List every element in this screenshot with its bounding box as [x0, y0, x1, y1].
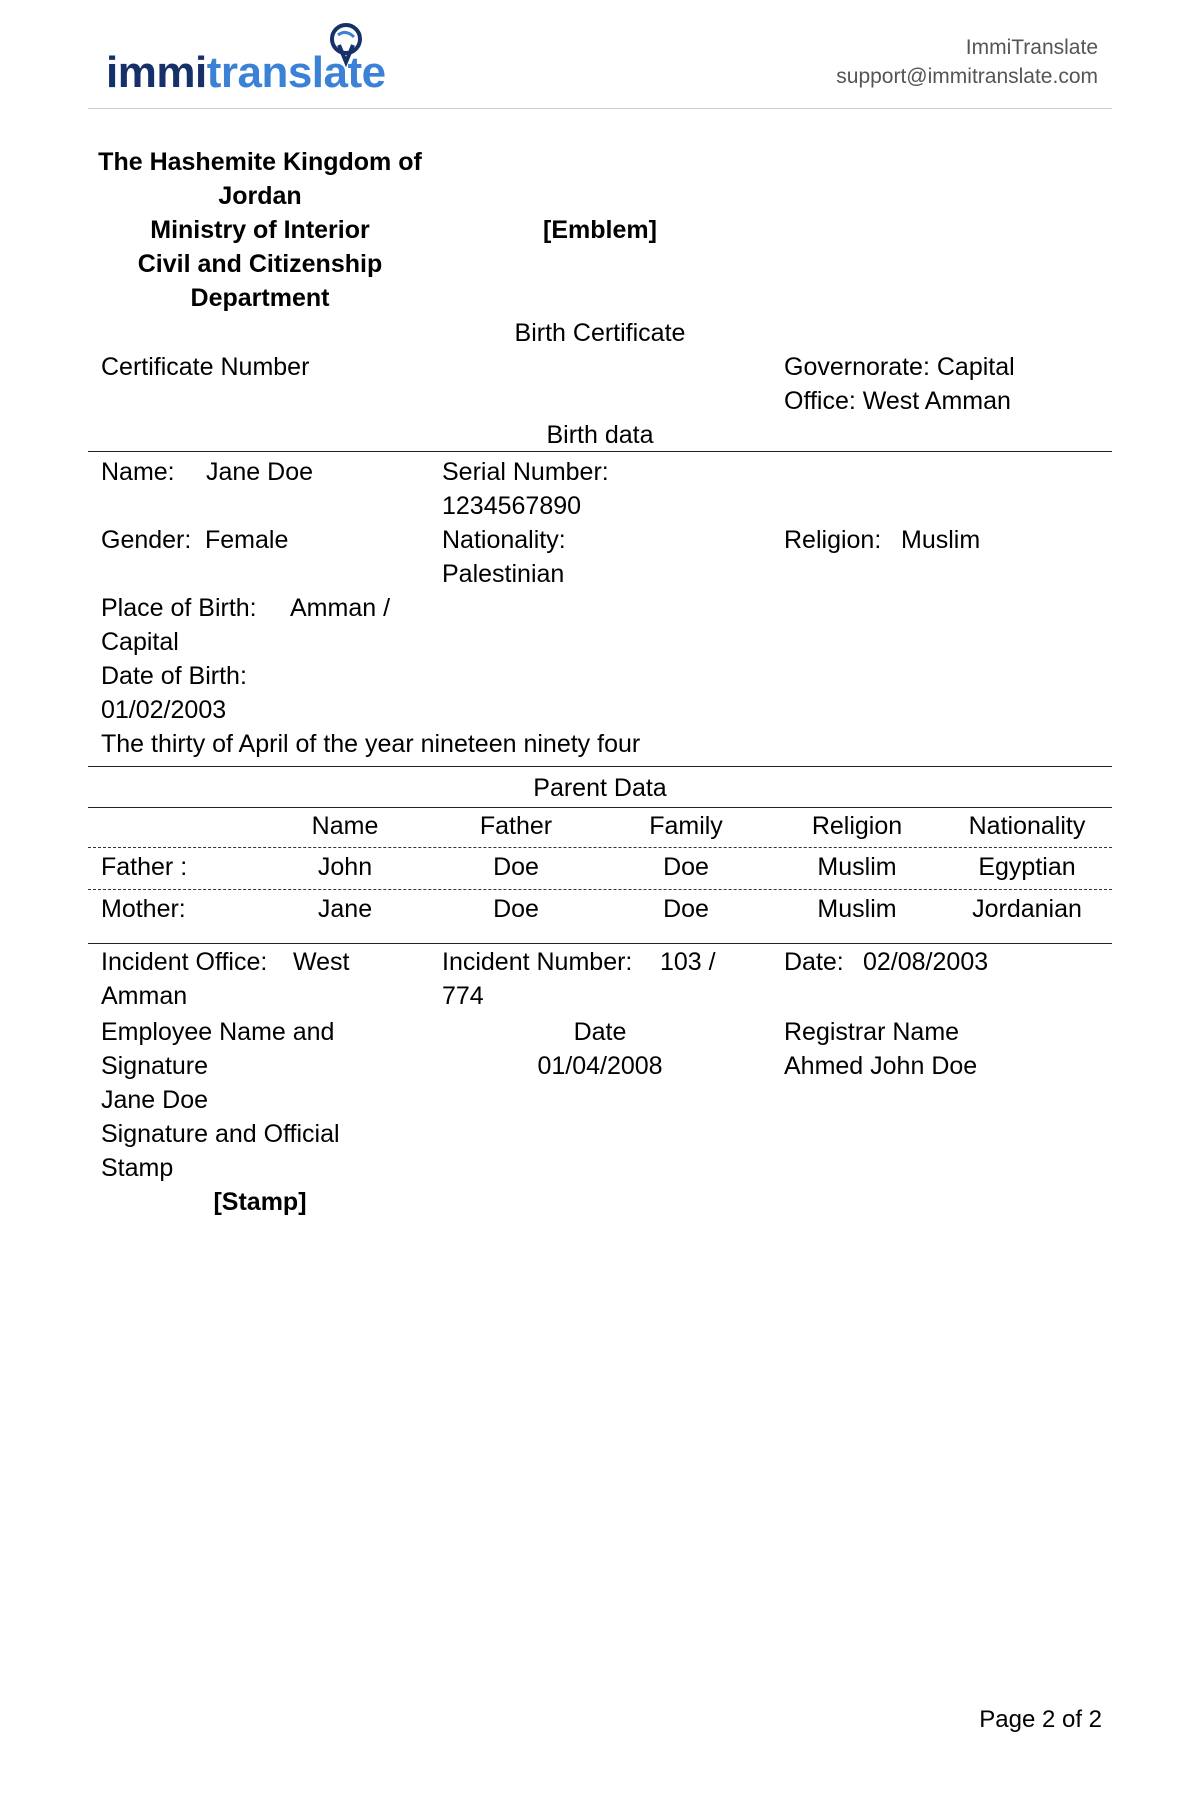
religion-label: Religion:: [784, 526, 882, 554]
header-contact: [836, 33, 1098, 91]
column-header-father: Father: [479, 812, 553, 840]
serial-value: 1234567890: [442, 492, 582, 520]
column-header-nationality: Nationality: [968, 812, 1086, 840]
incident-office-value-cont: Amman: [101, 982, 188, 1010]
employee-name: Jane Doe: [101, 1086, 209, 1114]
emblem-placeholder: [Emblem]: [543, 216, 657, 244]
serial-label: Serial Number:: [442, 458, 609, 486]
issuing-authority: The Hashemite Kingdom of Jordan Ministry of Interior Civil and Citizenship Department: [98, 148, 422, 312]
nationality-label: Nationality:: [442, 526, 566, 554]
name-value: Jane Doe: [206, 458, 314, 486]
page-number: Page 2 of 2: [979, 1706, 1102, 1733]
official-stamp-label: Signature and Official: [101, 1120, 340, 1148]
signature-date-value: 01/04/2008: [537, 1052, 663, 1080]
birth-data-rule: [88, 451, 1112, 452]
mother-father: Doe: [493, 895, 539, 923]
mother-name: Jane: [317, 895, 373, 923]
parent-table-top-rule: [88, 807, 1112, 808]
father-family: Doe: [663, 853, 709, 881]
certificate-number-label: Certificate Number: [101, 353, 310, 381]
gender-label: Gender:: [101, 526, 192, 554]
place-of-birth-value-cont: Capital: [101, 628, 179, 656]
document-title: Birth Certificate: [514, 319, 686, 347]
mother-family: Doe: [663, 895, 709, 923]
father-father: Doe: [493, 853, 539, 881]
row-label-father: Father :: [101, 853, 188, 881]
official-stamp-label-cont: Stamp: [101, 1154, 174, 1182]
table-divider: [88, 889, 1112, 890]
incident-number-value-cont: 774: [442, 982, 484, 1010]
date-of-birth-label: Date of Birth:: [101, 662, 247, 690]
globe-pin-icon: [321, 20, 371, 70]
mother-nationality: Jordanian: [972, 895, 1082, 923]
stamp-placeholder: [Stamp]: [213, 1188, 307, 1216]
father-name: John: [317, 853, 373, 881]
birth-data-title: Birth data: [546, 421, 654, 449]
religion-value: Muslim: [901, 526, 981, 554]
employee-label: Employee Name and: [101, 1018, 335, 1046]
parent-data-top-rule: [88, 766, 1112, 767]
mother-religion: Muslim: [817, 895, 897, 923]
row-label-mother: Mother:: [101, 895, 186, 923]
date-of-birth-value: 01/02/2003: [101, 696, 227, 724]
table-divider: [88, 847, 1112, 848]
incident-office-label: Incident Office:: [101, 948, 268, 976]
registrar-label: Registrar Name: [784, 1018, 960, 1046]
parent-data-title: Parent Data: [533, 774, 667, 802]
signature-date-label: Date: [573, 1018, 627, 1046]
nationality-value: Palestinian: [442, 560, 565, 588]
registrar-name: Ahmed John Doe: [784, 1052, 978, 1080]
incident-number-value: 103 /: [660, 948, 716, 976]
column-header-religion: Religion: [811, 812, 903, 840]
incident-number-label: Incident Number:: [442, 948, 633, 976]
support-email[interactable]: support@immitranslate.com: [836, 65, 1098, 88]
gender-value: Female: [205, 526, 289, 554]
column-header-name: Name: [311, 812, 379, 840]
column-header-family: Family: [649, 812, 723, 840]
governorate: Governorate: Capital: [784, 353, 1015, 381]
place-of-birth-value: Amman /: [290, 594, 391, 622]
incident-date-value: 02/08/2003: [863, 948, 989, 976]
name-label: Name:: [101, 458, 175, 486]
logo-wordmark: immitranslate: [106, 48, 386, 97]
incident-office-value: West: [293, 948, 350, 976]
date-of-birth-words: The thirty of April of the year nineteen ninety four: [101, 730, 641, 758]
parent-table-bottom-rule: [88, 943, 1112, 944]
office: Office: West Amman: [784, 387, 1011, 415]
employee-label-cont: Signature: [101, 1052, 209, 1080]
header-divider: [88, 108, 1112, 109]
incident-date-label: Date:: [784, 948, 844, 976]
father-nationality: Egyptian: [978, 853, 1076, 881]
father-religion: Muslim: [817, 853, 897, 881]
company-name: ImmiTranslate: [965, 36, 1098, 59]
place-of-birth-label: Place of Birth:: [101, 594, 257, 622]
